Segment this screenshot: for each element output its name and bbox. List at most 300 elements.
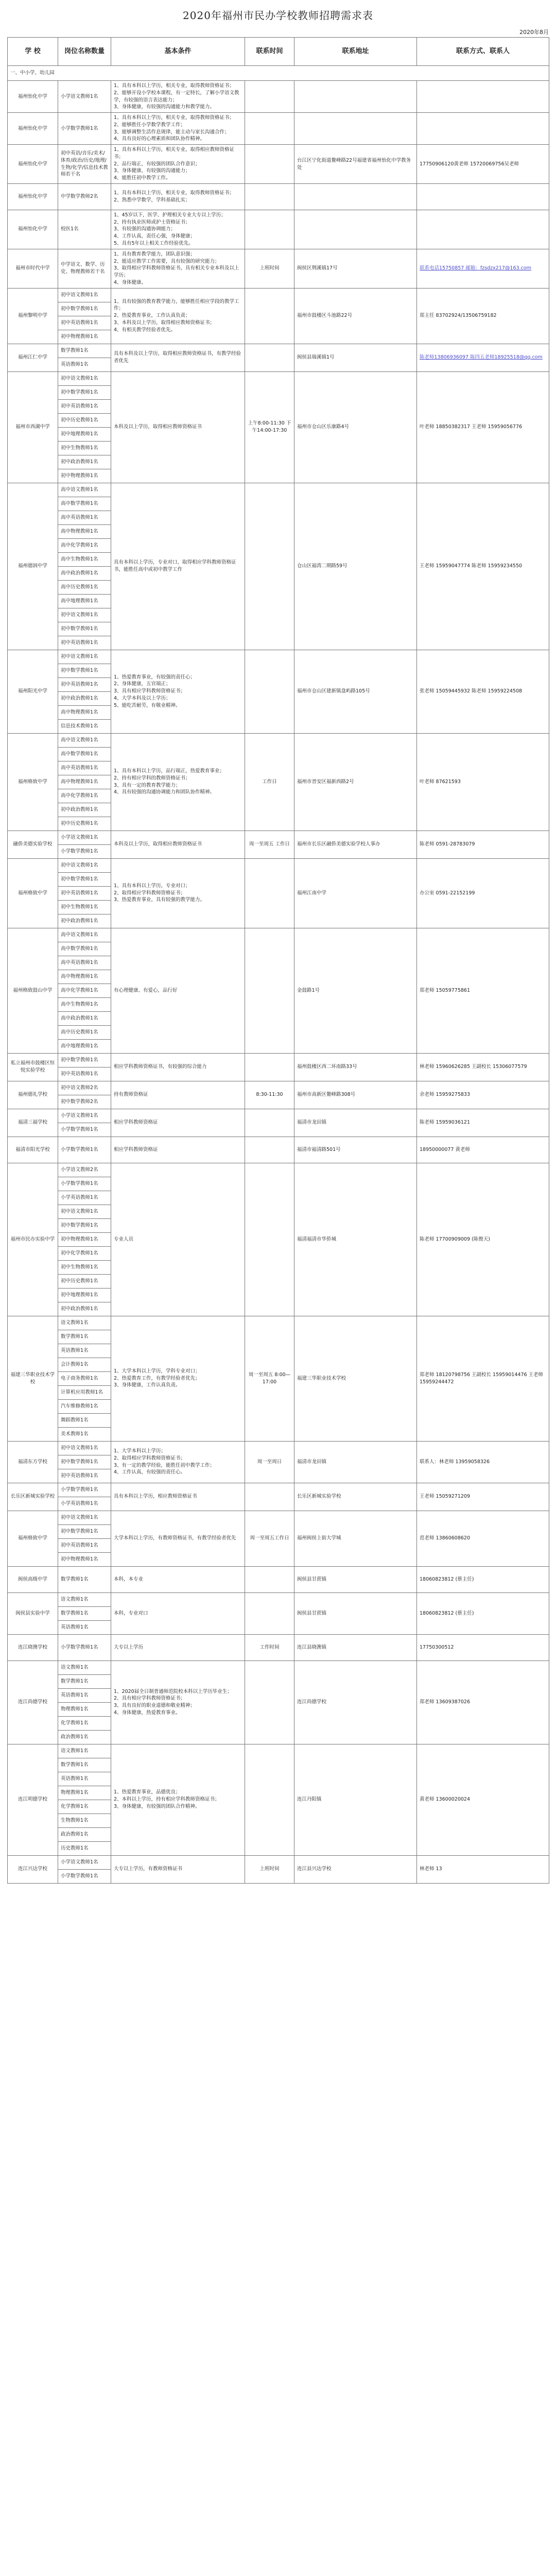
position-cell: 初中语文教师2名 xyxy=(58,1081,111,1095)
contact-cell: 黄老师 13600020024 xyxy=(417,1744,549,1855)
condition-line: 2、能够胜任小学数学教学工作； xyxy=(114,122,186,128)
position-cell: 初中政治教师1名 xyxy=(58,691,111,705)
school-cell: 福州德礼学校 xyxy=(8,1081,58,1109)
position-cell: 英语教师1名 xyxy=(58,1620,111,1634)
conditions-cell xyxy=(111,1744,245,1855)
condition-line: 2、取得相应学科教师资格证书； xyxy=(114,1455,186,1461)
contact-cell: 陈老师 15959036121 xyxy=(417,1109,549,1137)
time-cell xyxy=(245,650,294,733)
contact-cell: 郑老师 13609387026 xyxy=(417,1660,549,1744)
table-row xyxy=(8,183,549,210)
condition-line: 大专以上学历，有教师资格证书 xyxy=(114,1866,183,1872)
condition-line: 4、身体健康。 xyxy=(114,279,147,285)
condition-line: 4、具有良好的心理素质和团队协作精神。 xyxy=(114,136,205,142)
condition-line: 具有本科以上学历，相应教师资格证书 xyxy=(114,1494,197,1500)
condition-line: 2、热爱教育工作，有教学经验者优先； xyxy=(114,1375,200,1381)
address-cell xyxy=(294,113,417,145)
contact-cell: 18950000077 黄老师 xyxy=(417,1137,549,1163)
time-cell xyxy=(245,81,294,113)
position-cell: 初中英语/音乐/美术/体育/政治/历史/地理/生物/化学/信息技术教师若干名 xyxy=(58,145,111,184)
condition-line: 1、热爱教育事业，有较强的责任心； xyxy=(114,674,196,680)
position-cell: 高中生物教师1名 xyxy=(58,997,111,1011)
position-cell: 数学教师1名 xyxy=(58,344,111,358)
condition-line: 3、身体健康，有较强的沟通能力和教学能力。 xyxy=(114,104,215,110)
time-cell xyxy=(245,183,294,210)
time-cell xyxy=(245,1566,294,1592)
position-cell: 初中语文教师1名 xyxy=(58,1511,111,1524)
position-cell: 小学数学教师1名 xyxy=(58,1483,111,1497)
conditions-cell xyxy=(111,288,245,344)
position-cell: 高中英语教师1名 xyxy=(58,956,111,970)
position-cell: 初中数学教师1名 xyxy=(58,1524,111,1538)
school-cell: 福州德润中学 xyxy=(8,483,58,650)
contact-cell: 郑主任 83702924/13506759182 xyxy=(417,288,549,344)
position-cell: 小学英语教师1名 xyxy=(58,1497,111,1511)
conditions-cell xyxy=(111,183,245,210)
time-cell xyxy=(245,858,294,928)
position-cell: 小学语文教师1名 xyxy=(58,1109,111,1123)
condition-line: 具有本科以上学历，专业对口，取得相应学科教师资格证书，能胜任高中或初中教学工作 xyxy=(114,560,236,573)
school-cell: 福州怡化中学 xyxy=(8,210,58,249)
table-row xyxy=(8,210,549,249)
position-cell: 语文教师1名 xyxy=(58,1744,111,1758)
position-cell: 初中数学教师1名 xyxy=(58,1218,111,1232)
address-cell: 福清市龙田镇 xyxy=(294,1109,417,1137)
condition-line: 1、具有本科以上学历，品行端正，热爱教育事业； xyxy=(114,768,225,774)
position-cell: 高中地理教师1名 xyxy=(58,594,111,608)
conditions-cell xyxy=(111,344,245,371)
time-cell: 工作时间 xyxy=(245,1634,294,1660)
position-cell: 高中语文教师1名 xyxy=(58,928,111,942)
position-cell: 美术教师1名 xyxy=(58,1427,111,1441)
condition-line: 4、大学本科及以上学历； xyxy=(114,695,171,701)
address-cell: 福建三华职业技术学校 xyxy=(294,1316,417,1441)
contact-cell: 17750906120黄老师 15720069756吴老师 xyxy=(417,145,549,184)
school-cell: 闽侯县实验中学 xyxy=(8,1592,58,1634)
condition-line: 3、热爱教育事业，具有较强的教学能力。 xyxy=(114,897,205,903)
conditions-cell xyxy=(111,1511,245,1566)
position-cell: 高中历史教师1名 xyxy=(58,580,111,594)
position-cell: 初中地理教师1名 xyxy=(58,1288,111,1302)
position-cell: 初中数学教师1名 xyxy=(58,622,111,636)
position-cell: 初中数学教师1名 xyxy=(58,872,111,886)
position-cell: 高中数学教师1名 xyxy=(58,942,111,956)
position-cell: 初中数学教师1名 xyxy=(58,385,111,399)
contact-cell: 郑老师 18120798756 王副校长 15959014476 王老师 15959244472 xyxy=(417,1316,549,1441)
position-cell: 初中化学教师1名 xyxy=(58,1246,111,1260)
conditions-cell xyxy=(111,210,245,249)
time-cell xyxy=(245,288,294,344)
position-cell: 初中生物教师1名 xyxy=(58,1260,111,1274)
position-cell: 计算机应用教师1名 xyxy=(58,1385,111,1399)
position-cell: 化学教师1名 xyxy=(58,1800,111,1814)
condition-line: 5、具有5年以上相关工作经验优先。 xyxy=(114,241,194,247)
school-cell: 福州黎明中学 xyxy=(8,288,58,344)
position-cell: 信息技术教师1名 xyxy=(58,719,111,733)
conditions-cell xyxy=(111,733,245,831)
position-cell: 电子商务教师1名 xyxy=(58,1371,111,1385)
condition-line: 1、具有教育教学能力，团队意识强； xyxy=(114,251,196,257)
table-row xyxy=(8,483,549,497)
conditions-cell xyxy=(111,1634,245,1660)
position-cell: 化学教师1名 xyxy=(58,1716,111,1730)
condition-line: 3、身体健康，有较强的沟通能力； xyxy=(114,168,190,174)
position-cell: 高中英语教师1名 xyxy=(58,761,111,775)
condition-line: 本科，专业对口 xyxy=(114,1610,148,1616)
condition-line: 具有本科及以上学历，取得相应教师资格证书，有教学经验者优先 xyxy=(114,351,241,364)
position-cell: 物理教师1名 xyxy=(58,1786,111,1800)
position-cell: 校医1名 xyxy=(58,210,111,249)
contact-cell xyxy=(417,81,549,113)
table-row xyxy=(8,1441,549,1455)
condition-line: 2、品行端正，有较强的团队合作意识； xyxy=(114,161,200,167)
position-cell: 初中英语教师1名 xyxy=(58,886,111,900)
position-cell: 初中政治教师1名 xyxy=(58,455,111,469)
position-cell: 初中历史教师1名 xyxy=(58,1274,111,1288)
condition-line: 大专以上学历 xyxy=(114,1644,144,1650)
time-cell: 上班时间 xyxy=(245,1855,294,1883)
condition-line: 2、本科以上学历，持有相应学科教师资格证书； xyxy=(114,1797,220,1803)
contact-cell: 18060823812 (蔡主任) xyxy=(417,1592,549,1634)
position-cell: 初中数学教师1名 xyxy=(58,664,111,677)
table-row xyxy=(8,344,549,358)
conditions-cell xyxy=(111,1566,245,1592)
conditions-cell xyxy=(111,858,245,928)
table-row xyxy=(8,1483,549,1497)
recruitment-table xyxy=(7,37,549,1884)
address-cell: 福州市晋安区福新西路2号 xyxy=(294,733,417,831)
header-address: 联系地址 xyxy=(294,38,417,66)
section-title: 一、中小学、幼儿园 xyxy=(8,66,549,81)
position-cell: 初中物理教师1名 xyxy=(58,1232,111,1246)
condition-line: 2、能够开设小学校本课程，有一定特长，了解小学语文教学，有较强的语言表达能力； xyxy=(114,90,239,103)
position-cell: 数学教师1名 xyxy=(58,1674,111,1688)
address-cell: 闽侯县瑞溪镇1号 xyxy=(294,344,417,371)
position-cell: 历史教师1名 xyxy=(58,1841,111,1855)
position-cell: 初中语文教师1名 xyxy=(58,650,111,664)
time-cell: 8:30-11:30 xyxy=(245,1081,294,1109)
time-cell: 周一至周五 8:00—17:00 xyxy=(245,1316,294,1441)
contact-cell: 范老师 13860608620 xyxy=(417,1511,549,1566)
condition-line: 3、本科及以上学历，取得相应教师资格证书； xyxy=(114,319,215,326)
conditions-cell xyxy=(111,650,245,733)
time-cell: 上午8:00-11:30 下午14:00-17:30 xyxy=(245,371,294,483)
position-cell: 初中语文教师1名 xyxy=(58,371,111,385)
condition-line: 2、熟悉中学数学，学科基础扎实； xyxy=(114,197,190,203)
time-cell xyxy=(245,1592,294,1634)
conditions-cell xyxy=(111,928,245,1053)
position-cell: 英语教师1名 xyxy=(58,1772,111,1786)
conditions-cell xyxy=(111,1109,245,1137)
time-cell xyxy=(245,1744,294,1855)
table-row xyxy=(8,1109,549,1123)
address-cell: 福清市福清路501号 xyxy=(294,1137,417,1163)
condition-line: 1、大学本科以上学历； xyxy=(114,1448,166,1454)
address-cell: 福州市鼓楼区斗池路22号 xyxy=(294,288,417,344)
time-cell: 周一至周五 工作日 xyxy=(245,831,294,858)
time-cell xyxy=(245,145,294,184)
school-cell: 福州格致中学 xyxy=(8,733,58,831)
condition-line: 1、具有本科以上学历，专业对口； xyxy=(114,883,190,889)
table-row xyxy=(8,81,549,113)
section-row xyxy=(8,66,549,81)
contact-cell: 17750300512 xyxy=(417,1634,549,1660)
contact-cell: 陈老师 0591-28783079 xyxy=(417,831,549,858)
position-cell: 初中政治教师1名 xyxy=(58,1302,111,1316)
time-cell: 周一至周日 xyxy=(245,1441,294,1483)
header-contact: 联系方式、联系人 xyxy=(417,38,549,66)
contact-cell: 余老师 15959275833 xyxy=(417,1081,549,1109)
conditions-cell xyxy=(111,113,245,145)
position-cell: 小学英语教师1名 xyxy=(58,1191,111,1205)
condition-line: 有心理健康、有爱心，品行好 xyxy=(114,987,178,993)
time-cell xyxy=(245,1109,294,1137)
position-cell: 物理教师1名 xyxy=(58,1702,111,1716)
address-cell: 连江尚德学校 xyxy=(294,1660,417,1744)
conditions-cell xyxy=(111,81,245,113)
address-cell: 福州市长乐区融侨美德实验学校人事办 xyxy=(294,831,417,858)
position-cell: 中学语文、数学、历史、物理教师若干名 xyxy=(58,249,111,288)
table-row xyxy=(8,1660,549,1674)
position-cell: 初中政治教师1名 xyxy=(58,914,111,928)
contact-cell: 林老师 13 xyxy=(417,1855,549,1883)
position-cell: 小学数学教师1名 xyxy=(58,113,111,145)
position-cell: 高中政治教师1名 xyxy=(58,566,111,580)
position-cell: 小学数学教师1名 xyxy=(58,1869,111,1883)
position-cell: 高中历史教师1名 xyxy=(58,1025,111,1039)
contact-cell: 联系人：林老师 13959058326 xyxy=(417,1441,549,1483)
time-cell xyxy=(245,210,294,249)
condition-line: 1、热爱教育事业，品德优良； xyxy=(114,1789,181,1795)
position-cell: 高中数学教师1名 xyxy=(58,747,111,761)
table-row xyxy=(8,1316,549,1330)
position-cell: 中学数学教师2名 xyxy=(58,183,111,210)
position-cell: 高中地理教师1名 xyxy=(58,1039,111,1053)
table-row xyxy=(8,371,549,385)
condition-line: 1、具有本科以上学历，相关专业，取得教师资格证书； xyxy=(114,83,235,89)
time-cell xyxy=(245,1137,294,1163)
condition-line: 大学本科以上学历，有教师资格证书，有教学经验者优先 xyxy=(114,1535,236,1541)
school-cell: 闽侯高级中学 xyxy=(8,1566,58,1592)
table-row xyxy=(8,1855,549,1869)
position-cell: 数学教师1名 xyxy=(58,1330,111,1344)
address-cell: 福州鼓楼区西二环南路33号 xyxy=(294,1053,417,1081)
position-cell: 生物教师1名 xyxy=(58,1814,111,1827)
time-cell xyxy=(245,928,294,1053)
contact-cell: 陈老师 17700909009 (陈俊天) xyxy=(417,1163,549,1316)
position-cell: 小学语文教师1名 xyxy=(58,831,111,844)
table-row xyxy=(8,1511,549,1524)
contact-cell xyxy=(417,210,549,249)
address-cell: 连江县兴达学校 xyxy=(294,1855,417,1883)
school-cell: 连江明德学校 xyxy=(8,1744,58,1855)
condition-line: 2、热爱教育事业，工作认真负责； xyxy=(114,313,190,319)
condition-line: 相应学科教师资格证 xyxy=(114,1146,158,1153)
contact-cell: 郑老师 15059775861 xyxy=(417,928,549,1053)
position-cell: 初中数学教师1名 xyxy=(58,1455,111,1469)
header-time: 联系时间 xyxy=(245,38,294,66)
position-cell: 汽车维修教师1名 xyxy=(58,1399,111,1413)
condition-line: 3、有一定的教学经验，能胜任初中教学工作； xyxy=(114,1462,215,1468)
table-row xyxy=(8,650,549,664)
condition-line: 1、具有较强的教育教学能力，能够胜任相应学段的教学工作； xyxy=(114,298,239,312)
address-cell xyxy=(294,81,417,113)
position-cell: 高中英语教师1名 xyxy=(58,511,111,524)
position-cell: 小学数学教师1名 xyxy=(58,1123,111,1137)
table-header-row xyxy=(8,38,549,66)
position-cell: 初中历史教师1名 xyxy=(58,817,111,831)
address-cell: 金鼓路1号 xyxy=(294,928,417,1053)
school-cell: 福建三华职业技术学校 xyxy=(8,1316,58,1441)
contact-cell xyxy=(417,113,549,145)
school-cell: 福州市民办实验中学 xyxy=(8,1163,58,1316)
condition-line: 2、取得相应学科教师资格证书； xyxy=(114,890,186,896)
school-cell: 福州怡化中学 xyxy=(8,145,58,184)
school-cell: 福清三福学校 xyxy=(8,1109,58,1137)
address-cell: 福州江南中学 xyxy=(294,858,417,928)
position-cell: 小学数学教师1名 xyxy=(58,1634,111,1660)
position-cell: 初中生物教师1名 xyxy=(58,900,111,914)
address-cell: 闽侯县甘蔗镇 xyxy=(294,1592,417,1634)
position-cell: 初中历史教师1名 xyxy=(58,413,111,427)
condition-line: 4、有相关教学经验者优先。 xyxy=(114,327,176,333)
conditions-cell xyxy=(111,483,245,650)
position-cell: 英语教师1名 xyxy=(58,1688,111,1702)
position-cell: 高中物理教师1名 xyxy=(58,524,111,538)
contact-cell: 18060823812 (蔡主任) xyxy=(417,1566,549,1592)
position-cell: 数学教师1名 xyxy=(58,1606,111,1620)
school-cell: 私立福州市鼓楼区恒悦实验学校 xyxy=(8,1053,58,1081)
position-cell: 初中英语教师1名 xyxy=(58,1538,111,1552)
table-row xyxy=(8,288,549,302)
condition-line: 4、工作认真，责任心强，身体健康； xyxy=(114,233,196,240)
condition-line: 本科及以上学历，取得相应教师资格证书 xyxy=(114,841,202,848)
position-cell: 小学数学教师1名 xyxy=(58,1137,111,1163)
conditions-cell xyxy=(111,1660,245,1744)
position-cell: 语文教师1名 xyxy=(58,1592,111,1606)
position-cell: 语文教师1名 xyxy=(58,1316,111,1330)
conditions-cell xyxy=(111,1441,245,1483)
position-cell: 初中语文教师1名 xyxy=(58,1441,111,1455)
table-row xyxy=(8,113,549,145)
position-cell: 高中数学教师1名 xyxy=(58,497,111,511)
contact-cell: 王老师 15959047774 陈老师 15959234550 xyxy=(417,483,549,650)
table-row xyxy=(8,1081,549,1095)
address-cell: 闽侯县甘蔗镇 xyxy=(294,1566,417,1592)
school-cell: 连江晓澳学校 xyxy=(8,1634,58,1660)
position-cell: 高中物理教师1名 xyxy=(58,970,111,984)
address-cell: 福清福清市华侨城 xyxy=(294,1163,417,1316)
address-cell xyxy=(294,183,417,210)
position-cell: 高中物理教师1名 xyxy=(58,705,111,719)
address-cell: 闽侯区荆溪镇17号 xyxy=(294,249,417,288)
position-cell: 初中数学教师2名 xyxy=(58,1095,111,1109)
conditions-cell xyxy=(111,1316,245,1441)
time-cell xyxy=(245,113,294,145)
time-cell xyxy=(245,1163,294,1316)
position-cell: 初中物理教师1名 xyxy=(58,330,111,344)
position-cell: 高中政治教师1名 xyxy=(58,1011,111,1025)
condition-line: 3、身体健康，有较强的团队合作精神。 xyxy=(114,1803,200,1809)
table-row xyxy=(8,733,549,747)
school-cell: 福州阳光中学 xyxy=(8,650,58,733)
school-cell: 福州格致中学 xyxy=(8,1511,58,1566)
school-cell: 福州市西湖中学 xyxy=(8,371,58,483)
table-row xyxy=(8,858,549,872)
condition-line: 2、能适应教学工作需要，具有较强的研究能力； xyxy=(114,258,220,264)
header-conditions: 基本条件 xyxy=(111,38,245,66)
time-cell xyxy=(245,1660,294,1744)
table-row xyxy=(8,831,549,844)
condition-line: 4、具有较强的沟通协调能力和团队协作精神。 xyxy=(114,789,215,795)
table-row xyxy=(8,1592,549,1606)
contact-cell: 联系电话15750857 邮箱：fzsdzx217@163.com xyxy=(417,249,549,288)
condition-line: 1、45岁以下，医学、护理相关专业大专以上学历； xyxy=(114,212,226,218)
address-cell: 连江丹阳镇 xyxy=(294,1744,417,1855)
address-cell xyxy=(294,210,417,249)
table-row xyxy=(8,928,549,942)
position-cell: 数学教师1名 xyxy=(58,1566,111,1592)
condition-line: 5、能吃苦耐劳，有敬业精神。 xyxy=(114,702,181,708)
condition-line: 1、2020届全日制普通师范院校本科以上学历毕业生； xyxy=(114,1688,232,1694)
table-row xyxy=(8,1137,549,1163)
conditions-cell xyxy=(111,145,245,184)
school-cell: 福州怡化中学 xyxy=(8,81,58,113)
condition-line: 2、具有相应学科教师资格证书； xyxy=(114,1696,186,1702)
conditions-cell xyxy=(111,1081,245,1109)
school-cell: 福州怡化中学 xyxy=(8,113,58,145)
condition-line: 3、有较强的沟通协调能力； xyxy=(114,226,176,232)
table-row xyxy=(8,145,549,184)
position-cell: 小学数学教师1名 xyxy=(58,844,111,858)
position-cell: 语文教师1名 xyxy=(58,1660,111,1674)
table-row xyxy=(8,1053,549,1067)
address-cell: 台江区宁化街道鳌峰路22号福建省福州怡化中学教务处 xyxy=(294,145,417,184)
time-cell: 工作日 xyxy=(245,733,294,831)
time-cell: 周一至周五工作日 xyxy=(245,1511,294,1566)
table-body xyxy=(8,66,549,1884)
position-cell: 初中物理教师1名 xyxy=(58,1552,111,1566)
address-cell: 福州市仓山区乐康路4号 xyxy=(294,371,417,483)
condition-line: 1、大学本科以上学历，学科专业对口； xyxy=(114,1368,200,1374)
position-cell: 高中语文教师1名 xyxy=(58,483,111,497)
position-cell: 会计教师1名 xyxy=(58,1358,111,1371)
contact-cell: 林老师 15960626285 王副校长 15306077579 xyxy=(417,1053,549,1081)
time-cell xyxy=(245,1483,294,1511)
table-row xyxy=(8,249,549,288)
position-cell: 政治教师1名 xyxy=(58,1730,111,1744)
position-cell: 初中语文教师1名 xyxy=(58,858,111,872)
position-cell: 初中英语教师1名 xyxy=(58,1469,111,1483)
position-cell: 高中物理教师1名 xyxy=(58,775,111,789)
contact-cell: 叶老师 87621593 xyxy=(417,733,549,831)
contact-cell: 王老师 15059271209 xyxy=(417,1483,549,1511)
school-cell: 福州怡化中学 xyxy=(8,183,58,210)
condition-line: 1、具有本科以上学历，相关专业，取得教师资格证书； xyxy=(114,115,235,121)
school-cell: 福州格致中学 xyxy=(8,858,58,928)
conditions-cell xyxy=(111,1483,245,1511)
school-cell: 连江尚德学校 xyxy=(8,1660,58,1744)
position-cell: 初中语文教师1名 xyxy=(58,288,111,302)
header-position: 岗位名称数量 xyxy=(58,38,111,66)
position-cell: 小学语文教师1名 xyxy=(58,1855,111,1869)
position-cell: 初中英语教师1名 xyxy=(58,399,111,413)
condition-line: 3、具有良好的职业道德和敬业精神； xyxy=(114,1703,196,1709)
school-cell: 连江兴达学校 xyxy=(8,1855,58,1883)
condition-line: 3、能够调整生活作息规律，能主动与家长沟通合作； xyxy=(114,129,230,135)
condition-line: 本科，本专业 xyxy=(114,1576,144,1582)
table-row xyxy=(8,1566,549,1592)
